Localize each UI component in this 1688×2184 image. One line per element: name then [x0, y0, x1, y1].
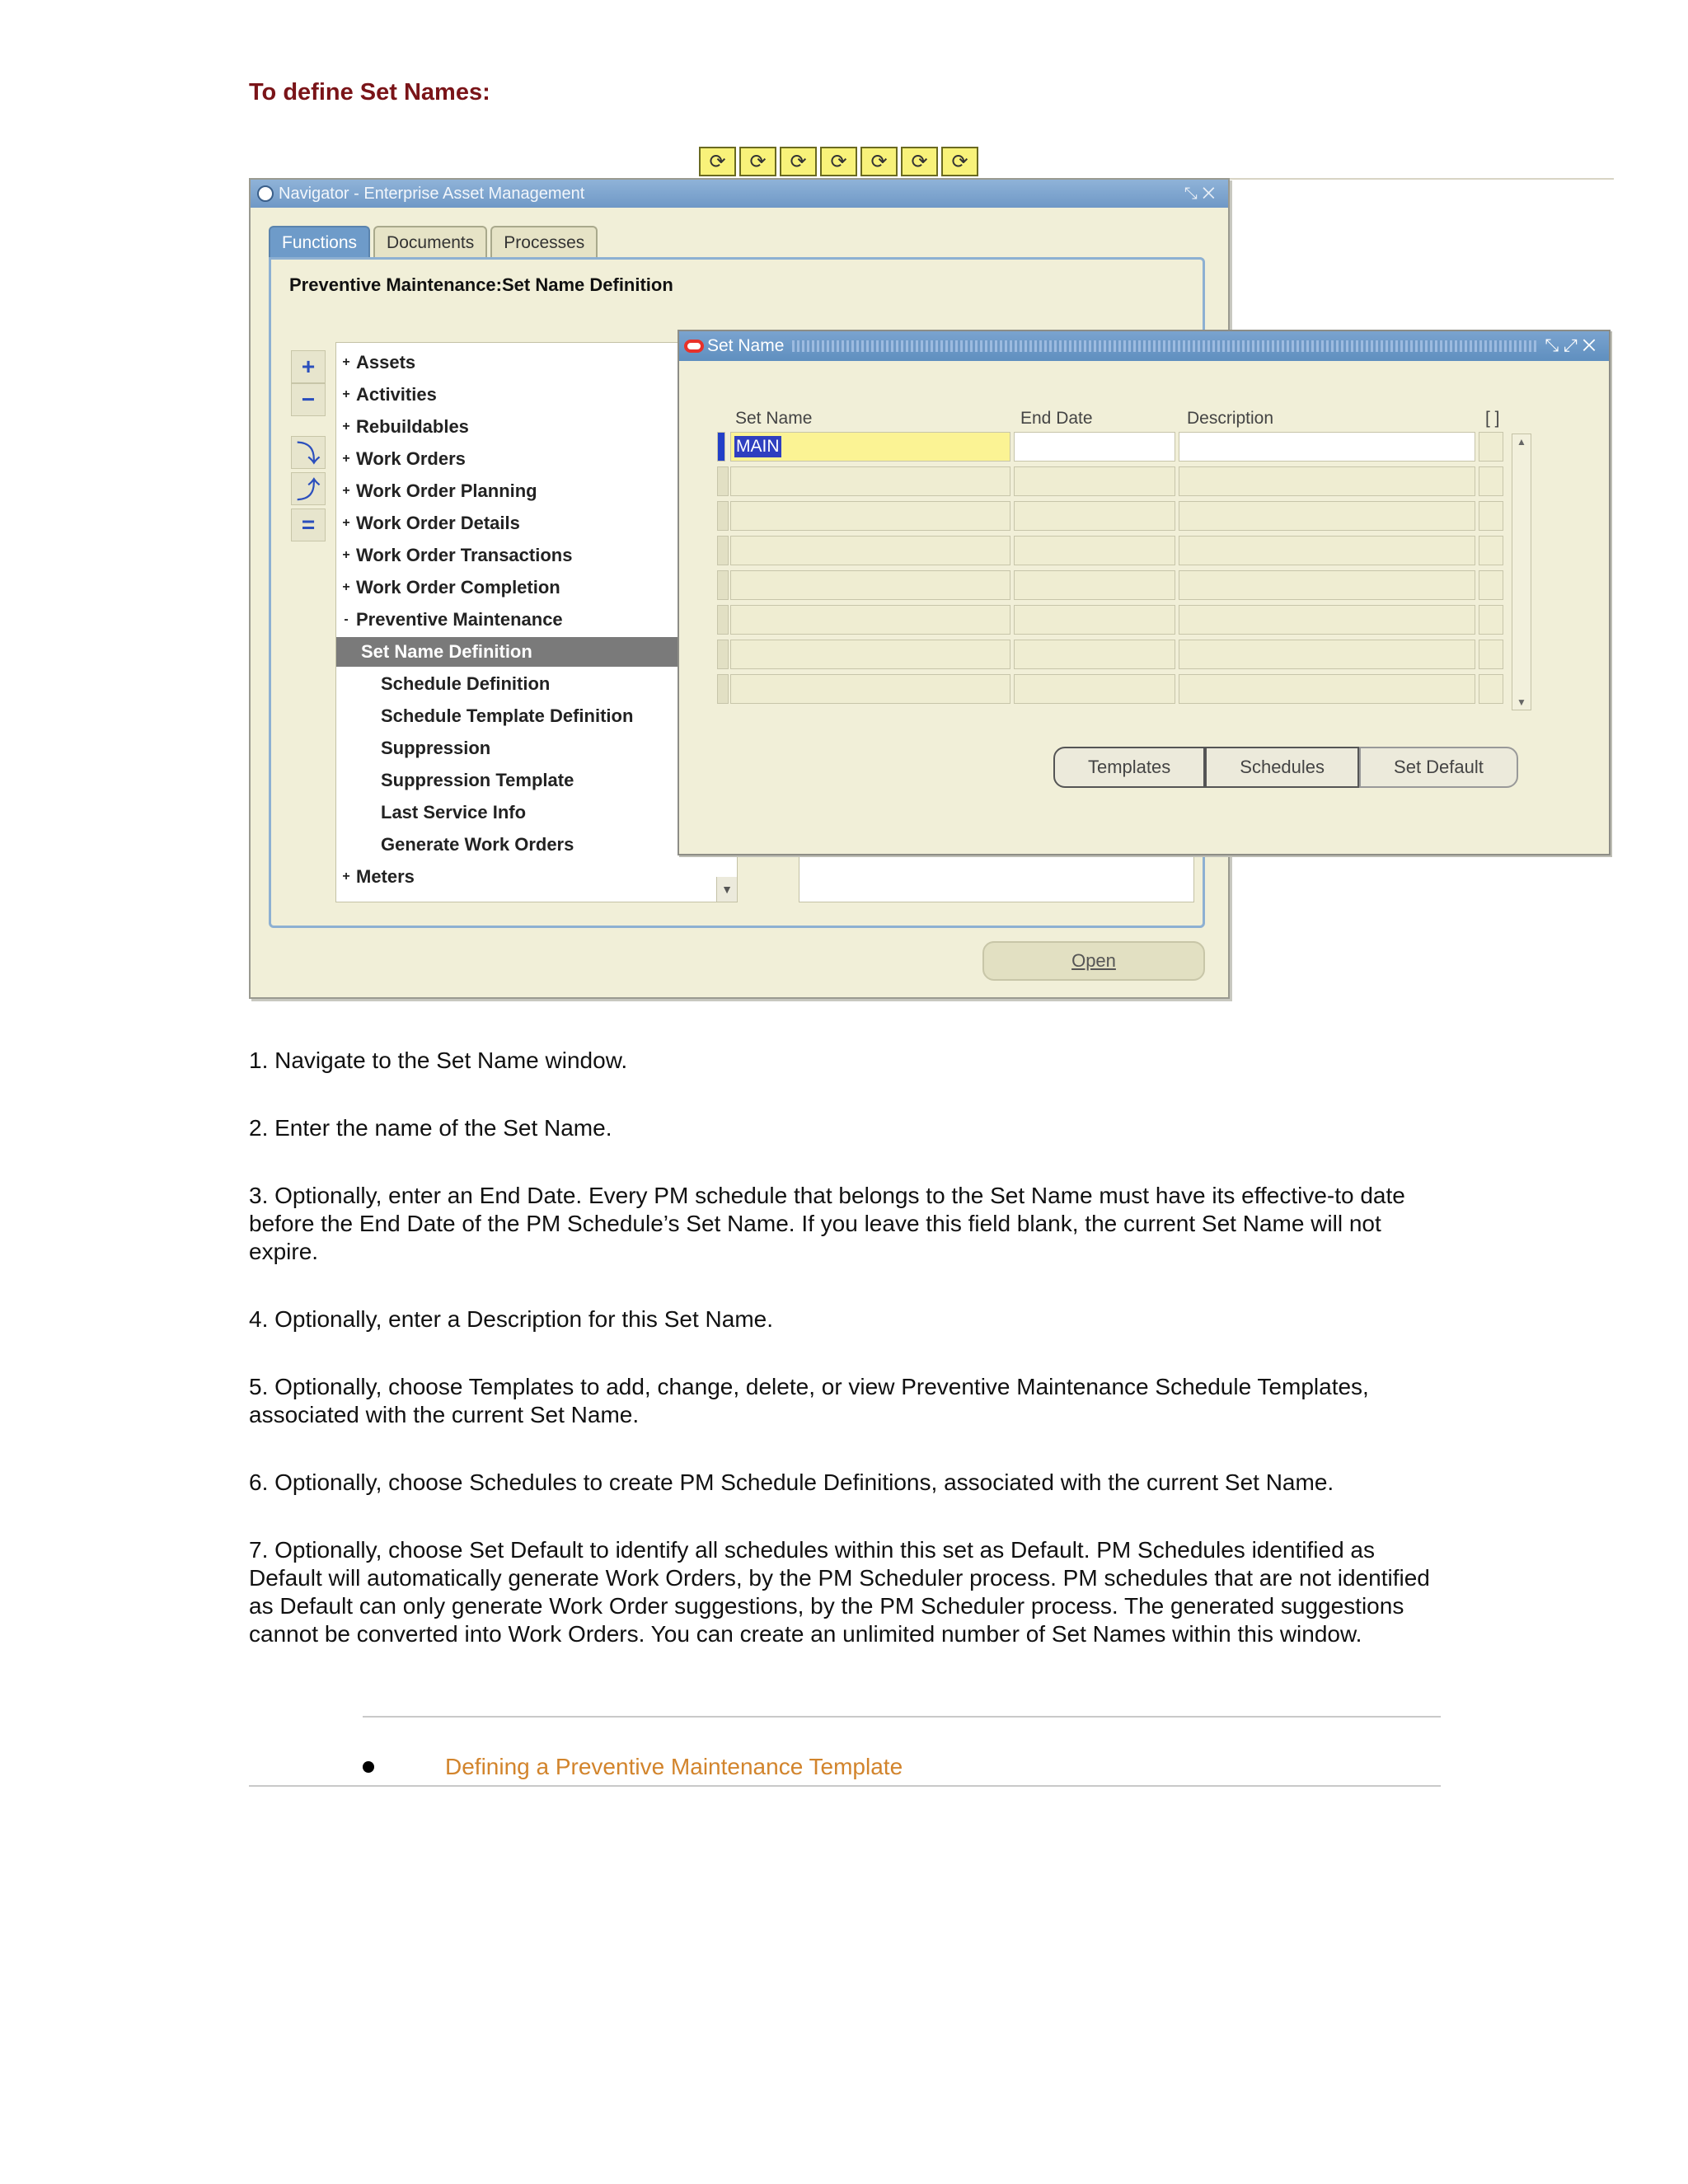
table-row: [717, 432, 1541, 463]
description-field[interactable]: [1179, 466, 1475, 496]
set-name-field[interactable]: [730, 570, 1010, 600]
set-default-button[interactable]: Set Default: [1359, 747, 1518, 788]
scroll-down-icon[interactable]: ▼: [716, 877, 737, 902]
expand-branch-icon[interactable]: ⤵: [291, 436, 326, 469]
set-name-field[interactable]: MAIN: [730, 432, 1010, 462]
set-name-field[interactable]: [730, 640, 1010, 669]
divider: [249, 1785, 1441, 1787]
scroll-down-icon[interactable]: ▼: [1517, 696, 1526, 708]
step-text: 4. Optionally, enter a Description for this Set Name.: [249, 1306, 773, 1332]
tree-item[interactable]: Schedule Definition: [381, 673, 551, 694]
tree-item[interactable]: + Work Order Planning: [342, 480, 537, 501]
templates-button[interactable]: Templates: [1053, 747, 1205, 788]
description-field[interactable]: [1179, 640, 1475, 669]
bullet-icon: [363, 1761, 374, 1773]
step-text: 7. Optionally, choose Set Default to identify all schedules within this set as Default. PM Schedules identified as Default will automatically generate Work Orders, by the PM Scheduler process. PM schedules that are not identified as Default can only generate Work Order suggestions, by the PM Scheduler process. The generated suggestions cannot be converted into Work Orders. You can create an unlimited number of Set Names within this window.: [249, 1537, 1430, 1647]
tab-processes[interactable]: Processes: [490, 226, 598, 259]
table-row: [717, 466, 1541, 498]
column-header-set-name: Set Name: [735, 409, 813, 428]
row-selector[interactable]: [717, 674, 729, 704]
set-name-titlebar: [679, 331, 1609, 361]
set-name-title: Set Name: [707, 336, 785, 355]
description-field[interactable]: [1179, 432, 1475, 462]
schedules-button[interactable]: Schedules: [1205, 747, 1359, 788]
tree-item[interactable]: + Work Order Details: [342, 513, 520, 533]
open-button[interactable]: Open: [982, 941, 1205, 981]
tab-documents[interactable]: Documents: [373, 226, 487, 259]
refresh-icon[interactable]: ⟳: [901, 147, 938, 176]
titlebar-grip[interactable]: [792, 340, 1536, 352]
column-header-end-date: End Date: [1020, 409, 1093, 428]
tree-item[interactable]: + Meters: [342, 866, 415, 887]
description-field[interactable]: [1179, 501, 1475, 531]
row-selector[interactable]: [717, 501, 729, 531]
flex-field[interactable]: [1479, 605, 1503, 635]
end-date-field[interactable]: [1014, 674, 1175, 704]
flex-field[interactable]: [1479, 432, 1503, 462]
row-selector[interactable]: [717, 640, 729, 669]
collapse-icon[interactable]: −: [291, 383, 326, 416]
step-text: 2. Enter the name of the Set Name.: [249, 1115, 612, 1141]
flex-field[interactable]: [1479, 501, 1503, 531]
end-date-field[interactable]: [1014, 466, 1175, 496]
tree-item[interactable]: Suppression Template: [381, 770, 574, 790]
tree-item-selected[interactable]: Set Name Definition: [336, 637, 707, 667]
column-header-extra: [ ]: [1485, 409, 1500, 428]
row-selector[interactable]: [717, 605, 729, 635]
tree-item[interactable]: + Work Orders: [342, 448, 466, 469]
table-row: [717, 674, 1541, 705]
page-heading: To define Set Names:: [249, 79, 490, 105]
vertical-scrollbar[interactable]: [1512, 434, 1531, 710]
row-selector[interactable]: [717, 466, 729, 496]
refresh-icon[interactable]: ⟳: [820, 147, 857, 176]
description-field[interactable]: [1179, 570, 1475, 600]
row-selector[interactable]: [717, 570, 729, 600]
set-name-field[interactable]: [730, 605, 1010, 635]
related-link-item: [363, 1754, 903, 1780]
end-date-field[interactable]: [1014, 605, 1175, 635]
toolbar: [699, 147, 978, 176]
collapse-all-icon[interactable]: =: [291, 509, 326, 541]
set-name-field[interactable]: [730, 674, 1010, 704]
navigator-title: Navigator - Enterprise Asset Management: [279, 184, 585, 203]
flex-field[interactable]: [1479, 570, 1503, 600]
end-date-field[interactable]: [1014, 640, 1175, 669]
tree-item[interactable]: + Work Order Transactions: [342, 545, 573, 565]
description-field[interactable]: [1179, 605, 1475, 635]
end-date-field[interactable]: [1014, 501, 1175, 531]
tree-item[interactable]: Schedule Template Definition: [381, 705, 634, 726]
app-logo-icon: [257, 185, 274, 202]
related-link[interactable]: Defining a Preventive Maintenance Template: [445, 1754, 903, 1779]
refresh-icon[interactable]: ⟳: [739, 147, 776, 176]
refresh-icon[interactable]: ⟳: [780, 147, 817, 176]
tree-item[interactable]: - Preventive Maintenance: [344, 609, 563, 630]
flex-field[interactable]: [1479, 466, 1503, 496]
step-text: 5. Optionally, choose Templates to add, change, delete, or view Preventive Maintenance Schedule Templates, associated with the current Set Name.: [249, 1374, 1369, 1427]
tree-item[interactable]: Suppression: [381, 738, 491, 758]
oracle-icon: [684, 340, 704, 353]
description-field[interactable]: [1179, 674, 1475, 704]
tab-functions[interactable]: Functions: [269, 226, 370, 259]
step-text: 1. Navigate to the Set Name window.: [249, 1047, 628, 1073]
column-header-description: Description: [1187, 409, 1274, 428]
table-row: [717, 605, 1541, 636]
tree-item[interactable]: + Work Order Completion: [342, 577, 560, 598]
divider: [1228, 178, 1614, 180]
set-name-buttons: [1053, 747, 1518, 788]
tree-item[interactable]: + Assets: [342, 352, 416, 373]
refresh-icon[interactable]: ⟳: [699, 147, 736, 176]
description-box: [799, 853, 1194, 902]
tree-item[interactable]: + Rebuildables: [342, 416, 469, 437]
tree-item[interactable]: + Activities: [342, 384, 437, 405]
table-row: [717, 640, 1541, 671]
expand-all-icon[interactable]: ⤴: [291, 472, 326, 505]
end-date-field[interactable]: [1014, 570, 1175, 600]
set-name-window: [678, 330, 1611, 855]
end-date-field[interactable]: [1014, 536, 1175, 565]
flex-field[interactable]: [1479, 640, 1503, 669]
divider: [363, 1716, 1441, 1718]
set-name-field[interactable]: [730, 536, 1010, 565]
window-controls-icon[interactable]: ⤡✕: [1184, 184, 1220, 203]
row-selector[interactable]: [717, 536, 729, 565]
table-row: [717, 570, 1541, 602]
scroll-up-icon[interactable]: ▲: [1517, 436, 1526, 448]
description-field[interactable]: [1179, 536, 1475, 565]
table-row: [717, 501, 1541, 532]
tree-item[interactable]: Last Service Info: [381, 802, 527, 823]
flex-field[interactable]: [1479, 674, 1503, 704]
expand-icon[interactable]: +: [291, 350, 326, 383]
refresh-icon[interactable]: ⟳: [860, 147, 898, 176]
table-row: [717, 536, 1541, 567]
row-selector[interactable]: [717, 432, 725, 462]
flex-field[interactable]: [1479, 536, 1503, 565]
step-text: 3. Optionally, enter an End Date. Every PM schedule that belongs to the Set Name must have its effective-to date before the End Date of the PM Schedule’s Set Name. If you leave this field blank, the current Set Name will not expire.: [249, 1183, 1405, 1264]
step-text: 6. Optionally, choose Schedules to create PM Schedule Definitions, associated with the current Set Name.: [249, 1469, 1334, 1495]
window-controls-icon[interactable]: ⤡⤢✕: [1545, 336, 1601, 355]
set-name-field[interactable]: [730, 501, 1010, 531]
refresh-icon[interactable]: ⟳: [941, 147, 978, 176]
tree-item[interactable]: Generate Work Orders: [381, 834, 574, 855]
end-date-field[interactable]: [1014, 432, 1175, 462]
navigator-path: Preventive Maintenance:Set Name Definition: [289, 274, 673, 295]
navigator-tabs: [269, 226, 598, 259]
navigator-titlebar: [251, 180, 1228, 208]
set-name-field[interactable]: [730, 466, 1010, 496]
